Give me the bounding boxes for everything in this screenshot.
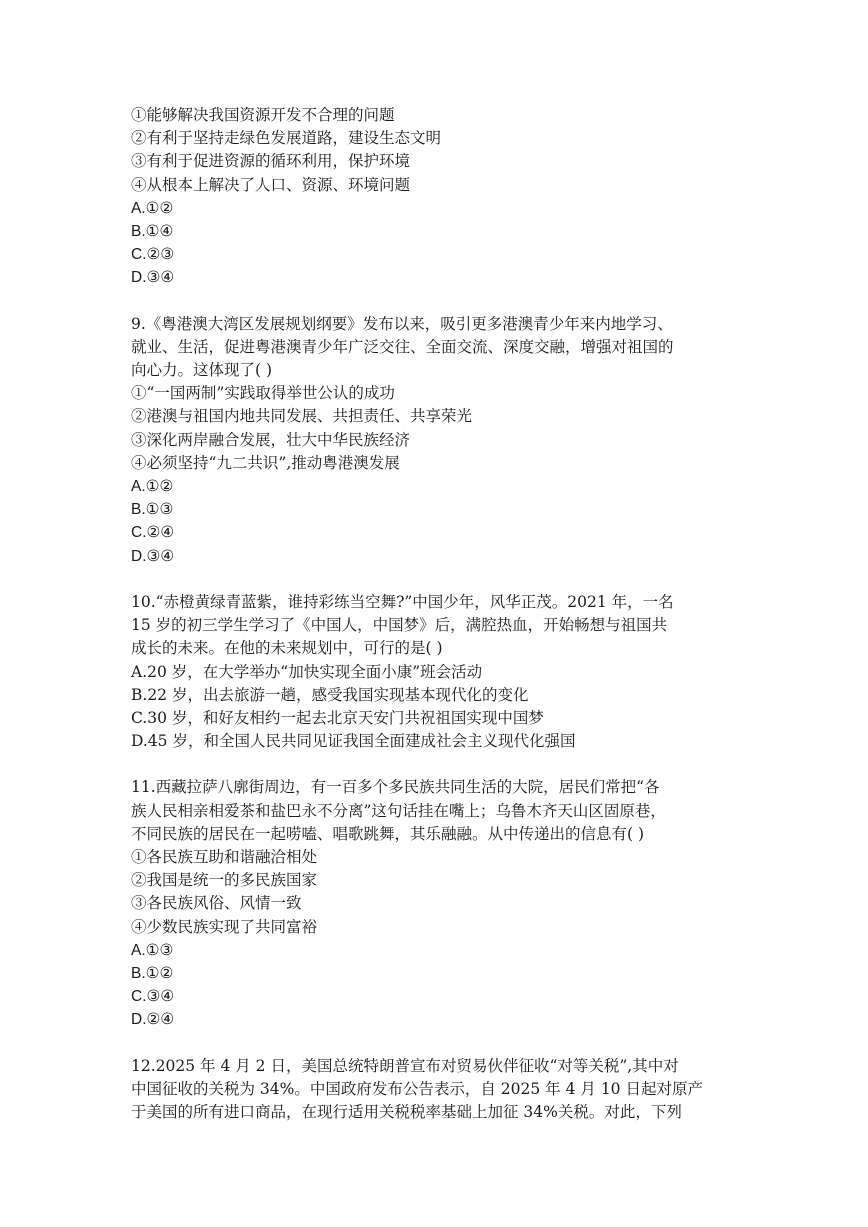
question-stem-line: 11.西藏拉萨八廓街周边，有一百多个多民族共同生活的大院，居民们常把“各 <box>131 778 660 797</box>
question-10 <box>131 591 741 753</box>
option-b: B.①④ <box>131 222 174 240</box>
statement-4: ④少数民族实现了共同富裕 <box>131 917 318 936</box>
question-stem-line: 15 岁的初三学生学习了《中国人，中国梦》后，满腔热血，开始畅想与祖国共 <box>131 616 668 635</box>
option-c: C.②④ <box>131 524 175 542</box>
option-c: C.②③ <box>131 246 175 264</box>
option-b: B.①② <box>131 964 174 982</box>
spacer <box>131 1032 741 1055</box>
option-d: D.②④ <box>131 1011 175 1029</box>
question-9 <box>131 313 741 568</box>
option-a: A.①② <box>131 199 174 217</box>
question-8-continuation <box>131 104 741 290</box>
statement-1: ①“一国两制”实践取得举世公认的成功 <box>131 384 395 403</box>
question-stem-line: 9.《粤港澳大湾区发展规划纲要》发布以来，吸引更多港澳青少年来内地学习、 <box>131 314 673 333</box>
option-c: C.③④ <box>131 988 175 1006</box>
question-stem-line: 10.“赤橙黄绿青蓝紫，谁持彩练当空舞?”中国少年，风华正茂。2021 年，一名 <box>131 592 674 611</box>
spacer <box>131 568 741 591</box>
question-12 <box>131 1055 741 1125</box>
option-b: B.①③ <box>131 501 174 519</box>
option-a: A.20 岁，在大学举办“加快实现全面小康”班会活动 <box>131 662 483 681</box>
statement-3: ③各民族风俗、风情一致 <box>131 894 302 913</box>
statement-3: ③深化两岸融合发展，壮大中华民族经济 <box>131 430 411 449</box>
statement-2: ②有利于坚持走绿色发展道路，建设生态文明 <box>131 129 442 148</box>
question-stem-line: 向心力。这体现了( ) <box>131 361 273 380</box>
option-d: D.③④ <box>131 269 175 287</box>
statement-1: ①各民族互助和谐融洽相处 <box>131 848 318 866</box>
spacer <box>131 290 741 313</box>
statement-4: ④从根本上解决了人口、资源、环境问题 <box>131 175 411 194</box>
option-d: D.③④ <box>131 547 175 565</box>
question-stem-line: 不同民族的居民在一起唠嗑、唱歌跳舞，其乐融融。从中传递出的信息有( ) <box>131 824 645 843</box>
question-stem-line: 中国征收的关税为 34%。中国政府发布公告表示，自 2025 年 4 月 10 日起对原产 <box>131 1079 703 1098</box>
question-stem-line: 成长的未来。在他的未来规划中，可行的是( ) <box>131 639 443 658</box>
option-b: B.22 岁，出去旅游一趟，感受我国实现基本现代化的变化 <box>131 685 529 704</box>
question-stem-line: 于美国的所有进口商品，在现行适用关税税率基础上加征 34%关税。对此，下列 <box>131 1103 682 1122</box>
question-11 <box>131 776 741 1031</box>
statement-2: ②我国是统一的多民族国家 <box>131 871 318 890</box>
option-a: A.①③ <box>131 941 174 959</box>
option-a: A.①② <box>131 478 174 495</box>
statement-4: ④必须坚持“九二共识”,推动粤港澳发展 <box>131 453 400 472</box>
spacer <box>131 753 741 776</box>
option-c: C.30 岁，和好友相约一起去北京天安门共祝祖国实现中国梦 <box>131 708 544 727</box>
statement-1: ①能够解决我国资源开发不合理的问题 <box>131 106 395 124</box>
statement-2: ②港澳与祖国内地共同发展、共担责任、共享荣光 <box>131 407 473 426</box>
statement-3: ③有利于促进资源的循环利用，保护环境 <box>131 152 411 171</box>
question-stem-line: 就业、生活，促进粤港澳青少年广泛交往、全面交流、深度交融，增强对祖国的 <box>131 337 674 356</box>
question-stem-line: 族人民相亲相爱茶和盐巴永不分离”这句话挂在嘴上；乌鲁木齐天山区固原巷， <box>131 801 666 820</box>
page-content <box>131 104 741 1124</box>
question-stem-line: 12.2025 年 4 月 2 日，美国总统特朗普宣布对贸易伙伴征收“对等关税”,其中对 <box>131 1056 679 1075</box>
option-d: D.45 岁，和全国人民共同见证我国全面建成社会主义现代化强国 <box>131 732 576 751</box>
